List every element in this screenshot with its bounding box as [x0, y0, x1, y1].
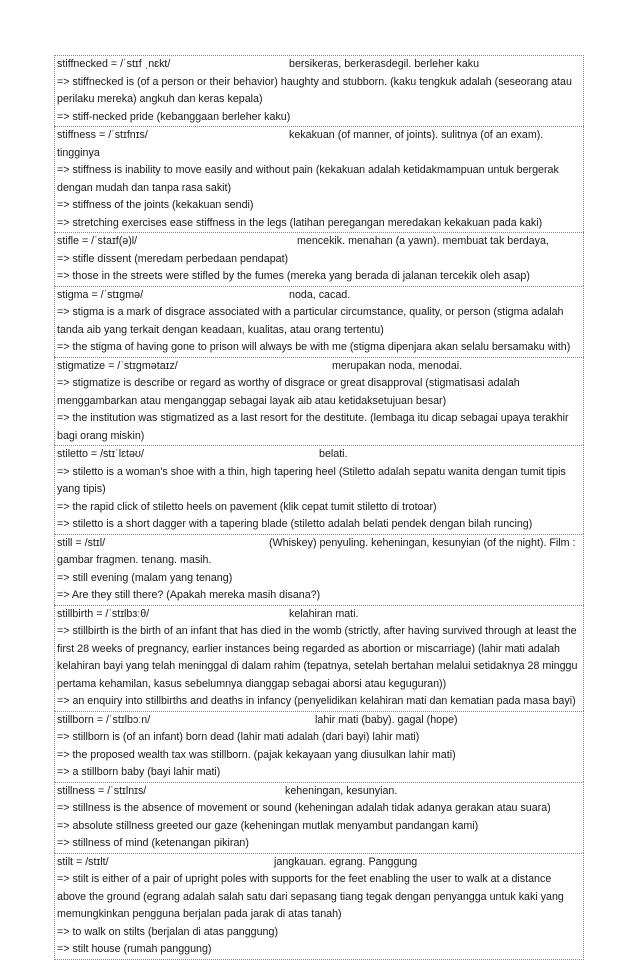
headword-pronunciation: stiletto = /stɪˈlɛtəʊ/ [57, 448, 144, 460]
example-line: => those in the streets were stifled by the fumes (mereka yang berada di jalanan tercekik oleh asap) [57, 270, 530, 282]
headword-definition: belati. [319, 448, 348, 460]
example-line: => stiffnecked is (of a person or their behavior) haughty and stubborn. (kaku tengkuk adalah (seseorang atau perilaku mereka) angkuh dan keras kepala) [57, 75, 572, 105]
example-line: => stigmatize is describe or regard as worthy of disgrace or great disapproval (stigmatisasi adalah menggambarkan atau menganggap sebagai layak aib atau ketidaksetujuan besar) [57, 377, 520, 407]
example-line: => a stillborn baby (bayi lahir mati) [57, 766, 221, 778]
headword-definition: kelahiran mati. [289, 607, 359, 620]
headword-definition: kekakuan (of manner, of joints). sulitnya (of an exam). tingginya [57, 129, 544, 159]
example-line: => stiletto is a woman's shoe with a thin, high tapering heel (Stiletto adalah sepatu wanita dengan tumit tipis yang tipis) [57, 465, 566, 495]
entry-headword-row [57, 127, 581, 162]
example-line: => Are they still there? (Apakah mereka masih disana?) [57, 589, 321, 601]
example-line: => stiletto is a short dagger with a tapering blade (stiletto adalah belati pendek dengan bilah runcing) [57, 518, 533, 530]
dictionary-entry [54, 126, 584, 232]
headword-pronunciation: stigma = /ˈstɪɡmə/ [57, 288, 144, 301]
headword-pronunciation: still = /stɪl/ [57, 536, 106, 549]
headword-pronunciation: stiffness = /ˈstɪfnɪs/ [57, 129, 148, 141]
headword-pronunciation: stigmatize = /ˈstɪɡmətaɪz/ [57, 359, 178, 372]
example-line: => stillborn is (of an infant) born dead (lahir mati adalah (dari bayi) lahir mati) [57, 731, 420, 743]
example-line: => the proposed wealth tax was stillborn. (pajak kekayaan yang diusulkan lahir mati) [57, 748, 456, 761]
entry-headword-row [57, 535, 581, 570]
dictionary-entry [54, 853, 584, 960]
example-line: => stillness is the absence of movement or sound (keheningan adalah tidak adanya gerakan atau suara) [57, 802, 551, 814]
headword-definition: keheningan, kesunyian. [285, 784, 398, 797]
dictionary-entry [54, 232, 584, 286]
headword-definition: jangkauan. egrang. Panggung [274, 855, 418, 868]
entry-headword-row [57, 358, 581, 376]
dictionary-entry [54, 782, 584, 853]
headword-pronunciation: stilt = /stɪlt/ [57, 855, 109, 868]
headword-pronunciation: stillbirth = /ˈstɪlbɜːθ/ [57, 607, 150, 620]
example-line: => stiff-necked pride (kebanggaan berleher kaku) [57, 110, 291, 123]
example-line: => the institution was stigmatized as a last resort for the destitute. (lembaga itu dicap sebagai upaya terakhir bagi orang miskin) [57, 412, 569, 442]
entry-headword-row [57, 56, 581, 74]
entry-headword-row [57, 712, 581, 730]
dictionary-entry [54, 445, 584, 534]
headword-pronunciation: stifle = /ˈstaɪf(ə)l/ [57, 235, 138, 247]
example-line: => stigma is a mark of disgrace associated with a particular circumstance, quality, or person (stigma adalah tanda aib yang terkait dengan keadaan, kualitas, atau orang tertentu) [57, 306, 564, 336]
headword-definition: (Whiskey) penyuling. keheningan, kesunyian (of the night). Film : gambar fragmen. tenang. masih. [57, 536, 576, 566]
example-line: => stillness of mind (ketenangan pikiran) [57, 837, 249, 849]
entry-headword-row [57, 854, 581, 872]
entry-headword-row [57, 606, 581, 624]
example-line: => stillbirth is the birth of an infant that has died in the womb (strictly, after having survived through at least the first 28 weeks of pregnancy, earlier instances being regarded as abortion or miscarriage) (lahir mati adalah kelahiran bayi yang telah meninggal di dalam rahim (tepatnya, setelah bertahan melalui setidaknya 28 minggu pertama kehamilan, kasus sebelumnya dianggap sebagai aborsi atau keguguran)) [57, 625, 578, 690]
example-line: => stiffness is inability to move easily and without pain (kekakuan adalah ketidakmampuan untuk bergerak dengan mudah dan tanpa rasa sakit) [57, 164, 559, 194]
entry-headword-row [57, 783, 581, 801]
headword-pronunciation: stillness = /ˈstɪlnɪs/ [57, 784, 147, 797]
dictionary-entry [54, 357, 584, 446]
example-line: => stilt house (rumah panggung) [57, 943, 212, 955]
headword-definition: merupakan noda, menodai. [332, 359, 463, 372]
headword-pronunciation: stillborn = /ˈstɪlbɔːn/ [57, 713, 151, 726]
dictionary-entry [54, 534, 584, 605]
example-line: => still evening (malam yang tenang) [57, 571, 233, 584]
dictionary-entry [54, 711, 584, 782]
example-line: => stilt is either of a pair of upright poles with supports for the feet enabling the user to walk at a distance above the ground (egrang adalah salah satu dari sepasang tiang tegak dengan penyangga untuk kaki yang memungkinkan pengguna berjalan pada jarak di atas tanah) [57, 873, 564, 920]
dictionary-entry [54, 605, 584, 711]
example-line: => the stigma of having gone to prison will always be with me (stigma dipenjara akan selalu bersamaku with) [57, 341, 571, 353]
example-line: => an enquiry into stillbirths and deaths in infancy (penyelidikan kelahiran mati dan kematian pada masa bayi) [57, 695, 576, 707]
headword-definition: bersikeras, berkerasdegil. berleher kaku [289, 58, 480, 70]
example-line: => to walk on stilts (berjalan di atas panggung) [57, 925, 279, 938]
example-line: => stiffness of the joints (kekakuan sendi) [57, 199, 254, 211]
dictionary-entry [54, 286, 584, 357]
example-line: => the rapid click of stiletto heels on pavement (klik cepat tumit stiletto di trotoar) [57, 500, 437, 513]
dictionary-entry [54, 55, 584, 126]
headword-pronunciation: stiffnecked = /ˈstɪf ˌnɛkt/ [57, 58, 171, 70]
headword-definition: mencekik. menahan (a yawn). membuat tak berdaya, [297, 235, 549, 247]
entry-headword-row [57, 233, 581, 251]
example-line: => stifle dissent (meredam perbedaan pendapat) [57, 252, 289, 265]
headword-definition: lahir mati (baby). gagal (hope) [315, 713, 458, 726]
headword-definition: noda, cacad. [289, 288, 351, 301]
entry-headword-row [57, 287, 581, 305]
example-line: => absolute stillness greeted our gaze (keheningan mutlak menyambut pandangan kami) [57, 819, 479, 832]
dictionary-document [54, 55, 584, 960]
example-line: => stretching exercises ease stiffness in the legs (latihan peregangan meredakan kekakuan pada kaki) [57, 216, 543, 229]
entry-headword-row [57, 446, 581, 464]
